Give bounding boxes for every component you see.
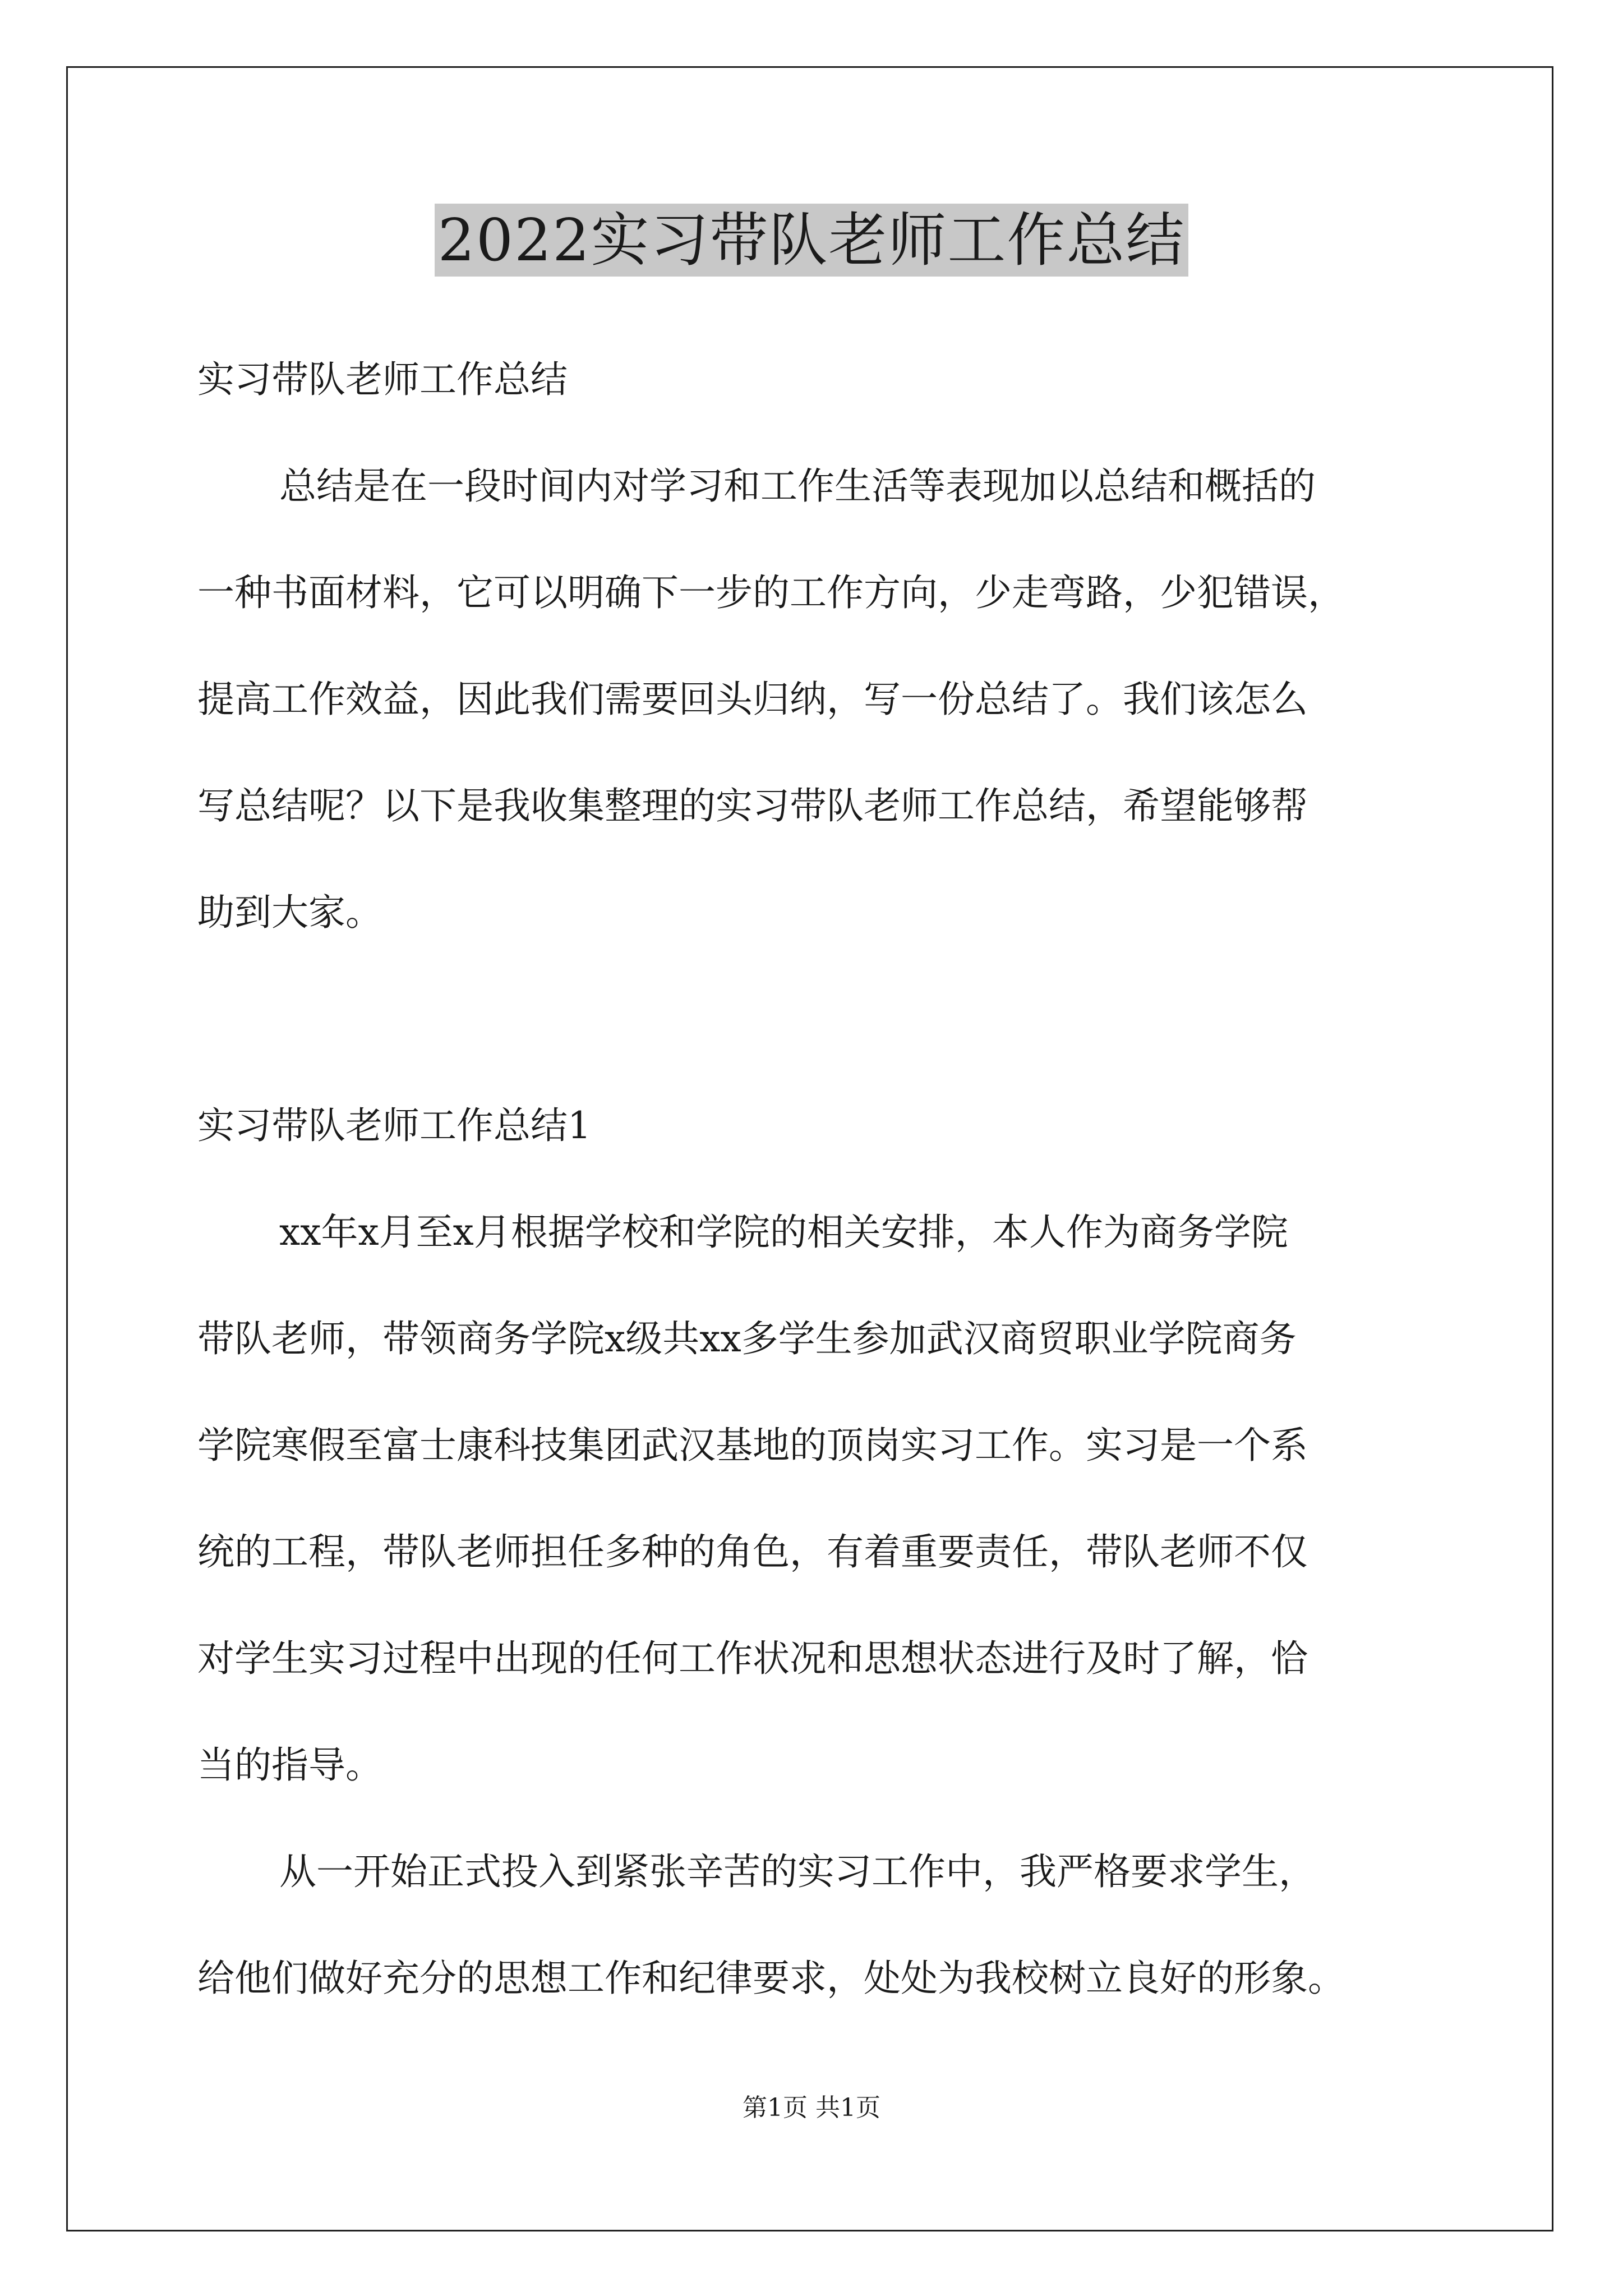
intro-line-3: 提高工作效益，因此我们需要回头归纳，写一份总结了。我们该怎么 (197, 678, 1308, 721)
page-footer: 第1页 共1页 (743, 2093, 880, 2122)
para1-line-1: xx年x月至x月根据学校和学院的相关安排，本人作为商务学院 (279, 1211, 1288, 1254)
title-container (0, 204, 1623, 277)
para1-line-6: 当的指导。 (197, 1743, 382, 1787)
para1-line-4: 统的工程，带队老师担任多种的角色，有着重要责任，带队老师不仅 (197, 1530, 1308, 1573)
para1-line-2: 带队老师，带领商务学院x级共xx多学生参加武汉商贸职业学院商务 (197, 1317, 1297, 1360)
intro-line-1: 总结是在一段时间内对学习和工作生活等表现加以总结和概括的 (279, 464, 1316, 508)
intro-line-2: 一种书面材料，它可以明确下一步的工作方向，少走弯路，少犯错误， (197, 571, 1345, 614)
para2-line-1: 从一开始正式投入到紧张辛苦的实习工作中，我严格要求学生， (279, 1850, 1316, 1893)
section-heading-1: 实习带队老师工作总结1 (197, 1104, 591, 1147)
document-title: 2022实习带队老师工作总结 (435, 204, 1189, 277)
section-heading-main: 实习带队老师工作总结 (197, 358, 568, 401)
intro-line-4: 写总结呢？以下是我收集整理的实习带队老师工作总结，希望能够帮 (197, 784, 1308, 827)
para2-line-2: 给他们做好充分的思想工作和纪律要求，处处为我校树立良好的形象。 (197, 1957, 1345, 2000)
para1-line-3: 学院寒假至富士康科技集团武汉基地的顶岗实习工作。实习是一个系 (197, 1424, 1308, 1467)
intro-line-5: 助到大家。 (197, 891, 382, 934)
para1-line-5: 对学生实习过程中出现的任何工作状况和思想状态进行及时了解，恰 (197, 1637, 1308, 1680)
